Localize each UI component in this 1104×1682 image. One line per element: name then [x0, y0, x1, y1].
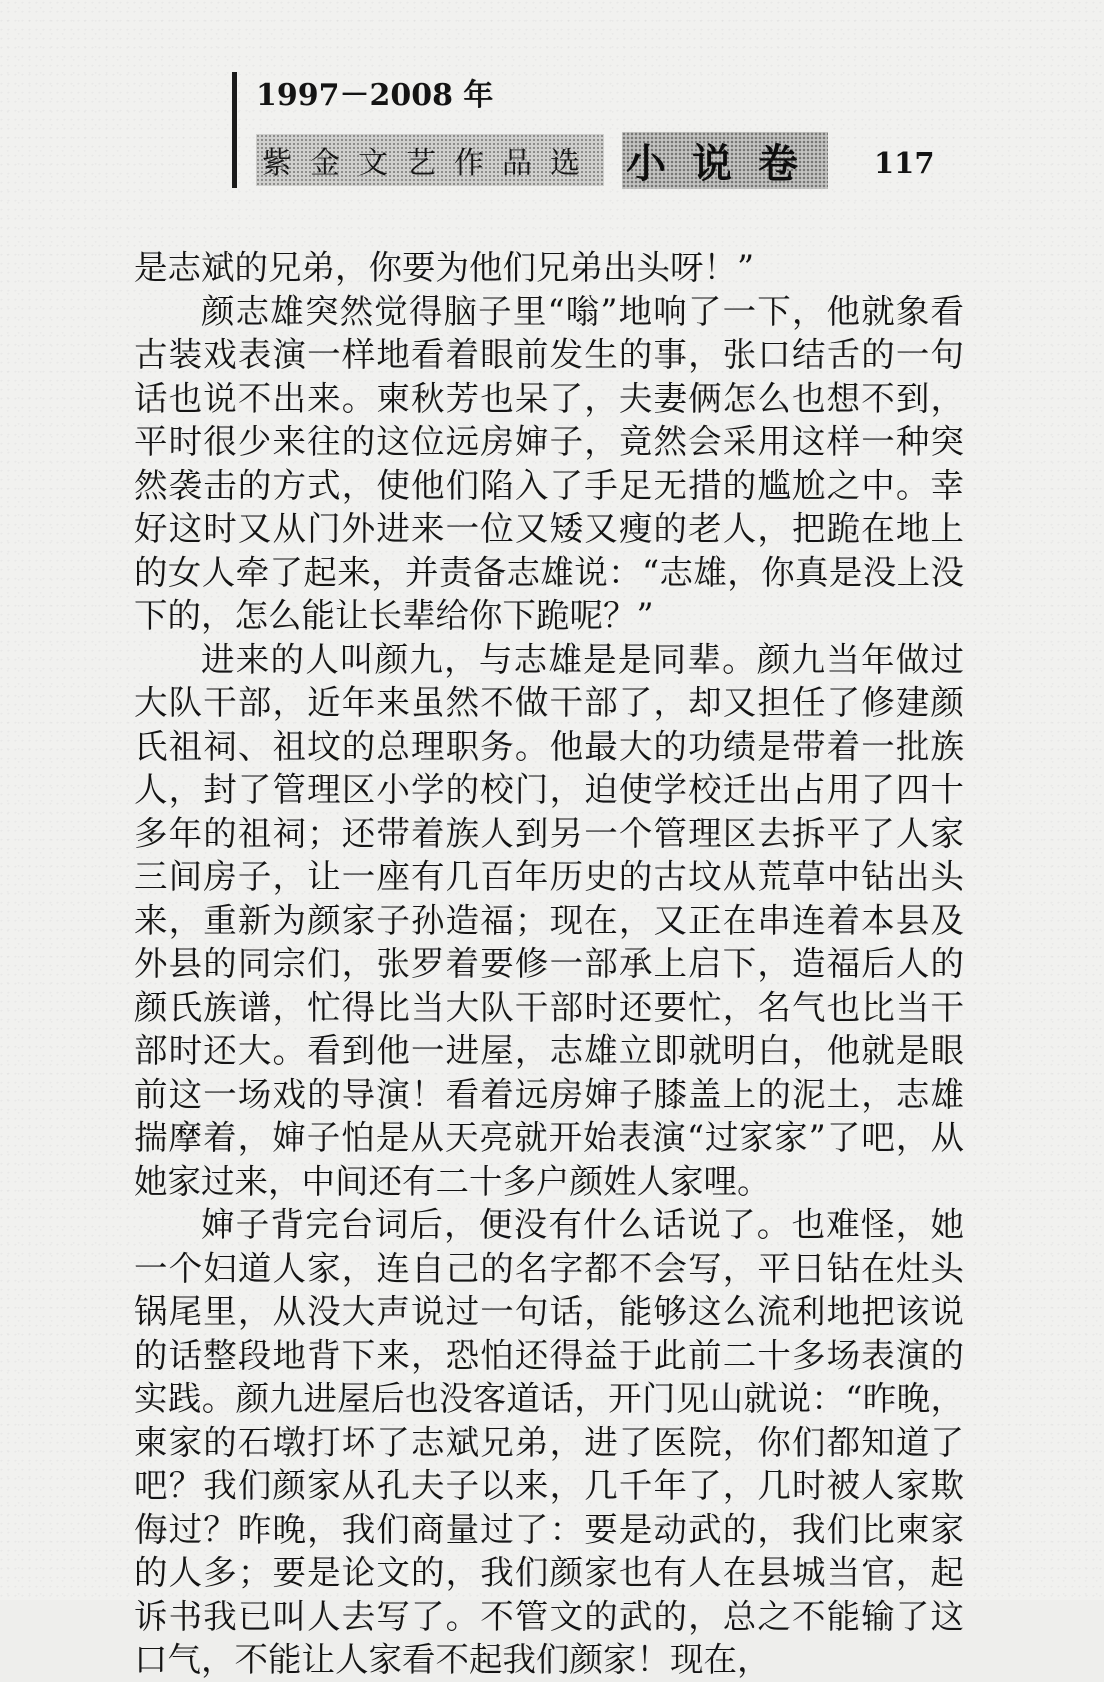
paragraph: 颜志雄突然觉得脑子里“嗡”地响了一下，他就象看古装戏表演一样地看着眼前发生的事，张口结舌的一句话也说不出来。柬秋芳也呆了，夫妻俩怎么也想不到，平时很少来往的这位远房婶子，竟然会采用这样一种突然袭击的方式，使他们陷入了手足无措的尴尬之中。幸好这时又从门外进来一位又矮又瘦的老人，把跪在地上的女人牵了起来，并责备志雄说：“志雄，你真是没上没下的，怎么能让长辈给你下跪呢？”: [134, 291, 964, 635]
paragraph: 进来的人叫颜九，与志雄是是同辈。颜九当年做过大队干部，近年来虽然不做干部了，却又担任了修建颜氏祖祠、祖坟的总理职务。他最大的功绩是带着一批族人，封了管理区小学的校门，迫使学校迁出占用了四十多年的祖祠；还带着族人到另一个管理区去拆平了人家三间房子，让一座有几百年历史的古坟从荒草中钻出头来，重新为颜家子孙造福；现在，又正在串连着本县及外县的同宗们，张罗着要修一部承上启下，造福后人的颜氏族谱，忙得比当大队干部时还要忙，名气也比当干部时还大。看到他一进屋，志雄立即就明白，他就是眼前这一场戏的导演！看着远房婶子膝盖上的泥土，志雄揣摩着，婶子怕是从天亮就开始表演“过家家”了吧，从她家过来，中间还有二十多户颜姓人家哩。: [134, 639, 964, 1201]
series-name: 紫金文艺作品选: [256, 134, 604, 186]
header-rule: [232, 72, 237, 188]
header-years: 1997－2008 年: [256, 78, 494, 113]
body-text: [134, 246, 964, 1682]
page-number: 117: [874, 146, 935, 180]
paragraph: 是志斌的兄弟，你要为他们兄弟出头呀！”: [134, 248, 755, 287]
header-series: [256, 137, 828, 187]
paragraph: 婶子背完台词后，便没有什么话说了。也难怪，她一个妇道人家，连自己的名字都不会写，平日钻在灶头锅尾里，从没大声说过一句话，能够这么流利地把该说的话整段地背下来，恐怕还得益于此前二十多场表演的实践。颜九进屋后也没客道话，开门见山就说：“昨晚，柬家的石墩打坏了志斌兄弟，进了医院，你们都知道了吧？我们颜家从孔夫子以来，几千年了，几时被人家欺侮过？昨晚，我们商量过了：要是动武的，我们比柬家的人多；要是论文的，我们颜家也有人在县城当官，起诉书我已叫人去写了。不管文的武的，总之不能输了这口气，不能让人家看不起我们颜家！现在，: [134, 1205, 964, 1679]
volume-name: 小说卷: [622, 132, 828, 189]
